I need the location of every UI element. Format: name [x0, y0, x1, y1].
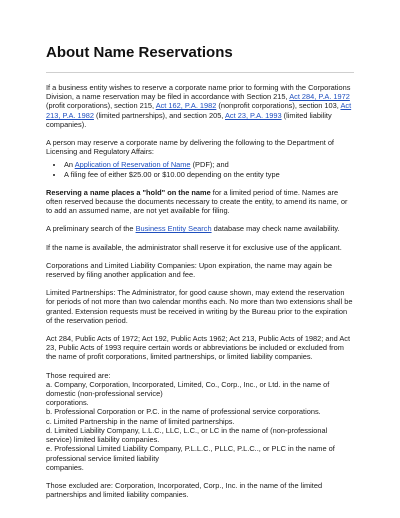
required-item-e: e. Professional Limited Liability Company, P.L.L.C., PLLC, P.L.C.., or PLC in the name of professional service limited liability [46, 444, 335, 463]
search-text-1: A preliminary search of the [46, 224, 136, 234]
required-item-b: b. Professional Corporation or P.C. in the name of professional service corporations. [46, 407, 321, 417]
required-item-a-cont: corporations. [46, 398, 89, 408]
intro-text-5: (limited liability companies). [46, 110, 332, 129]
act-23-link[interactable]: Act 23, P.A. 1993 [225, 110, 282, 120]
title-divider [46, 72, 354, 73]
list-item: • A filing fee of either $25.00 or $10.00 depending on the entity type [64, 170, 354, 179]
hold-text: for a limited period of time. Names are often reserved because the documents necessary to create the entity, to amend its name, or to add an assumed name, are not yet available for filing. [46, 187, 348, 216]
list-item [64, 160, 354, 169]
intro-text-2: (profit corporations), section 215, [46, 101, 156, 111]
acts-paragraph: Act 284, Public Acts of 1972; Act 192, Public Acts 1962; Act 213, Public Acts of 1982; and Act 23, Public Acts of 1993 require certain words or abbreviations be included or excluded from the name of profit corporations, limited partnerships, or limited liability companies. [46, 334, 351, 362]
required-item-c: c. Limited Partnership in the name of limited partnerships. [46, 416, 235, 426]
list-text: An [64, 160, 75, 170]
required-heading: Those required are: [46, 370, 111, 380]
search-paragraph [46, 224, 354, 233]
required-item-a: a. Company, Corporation, Incorporated, Limited, Co., Corp., Inc., or Ltd. in the name of domestic (non-professional service) [46, 379, 330, 399]
search-text-2: database may check name availability. [211, 224, 340, 234]
business-entity-search-link[interactable]: Business Entity Search [135, 224, 212, 234]
hold-paragraph [46, 188, 354, 216]
expiration-paragraph: Corporations and Limited Liability Companies: Upon expiration, the name may again be reserved by filing another application and fee. [46, 260, 332, 280]
application-link[interactable]: Application of Reservation of Name [74, 160, 191, 170]
availability-paragraph: If the name is available, the administrator shall reserve it for exclusive use of the applicant. [46, 242, 342, 252]
requirements-list [46, 160, 354, 178]
intro-text-4: (limited partnerships), and section 205, [93, 110, 225, 120]
required-item-d: d. Limited Liability Company, L.L.C., LLC, L.C., or LC in the name of (non-professional service) limited liability companies. [46, 425, 328, 445]
act-213-link[interactable]: Act 213, P.A. 1982 [46, 101, 352, 120]
limited-partnerships-paragraph: Limited Partnerships: The Administrator, for good cause shown, may extend the reservation for periods of not more than two calendar months each. No more than two extensions shall be granted. Extension requests must be received in writing by the Bureau prior to the expiration of the reservation period. [46, 288, 353, 325]
intro-text-3: (nonprofit corporations), section 103, [216, 101, 341, 111]
page-title: About Name Reservations [46, 44, 233, 61]
list-text: (PDF); and [190, 160, 229, 170]
intro-text-1: If a business entity wishes to reserve a corporate name prior to forming with the Corporations Division, a name reservation may be filed in accordance with Section 215, [46, 83, 351, 102]
act-162-link[interactable]: Act 162, P.A. 1982 [155, 101, 217, 111]
required-item-e-cont: companies. [46, 462, 84, 472]
hold-bold-text: Reserving a name places a "hold" on the name [46, 187, 211, 197]
required-words-paragraph [46, 371, 354, 472]
intro-paragraph [46, 83, 354, 129]
delivery-paragraph: A person may reserve a corporate name by delivering the following to the Department of Licensing and Regulatory Affairs: [46, 138, 334, 157]
act-284-link[interactable]: Act 284, P.A. 1972 [289, 92, 350, 102]
excluded-words-paragraph: Those excluded are: Corporation, Incorporated, Corp., Inc. in the name of the limited partnerships and limited liability companies. [46, 480, 323, 500]
